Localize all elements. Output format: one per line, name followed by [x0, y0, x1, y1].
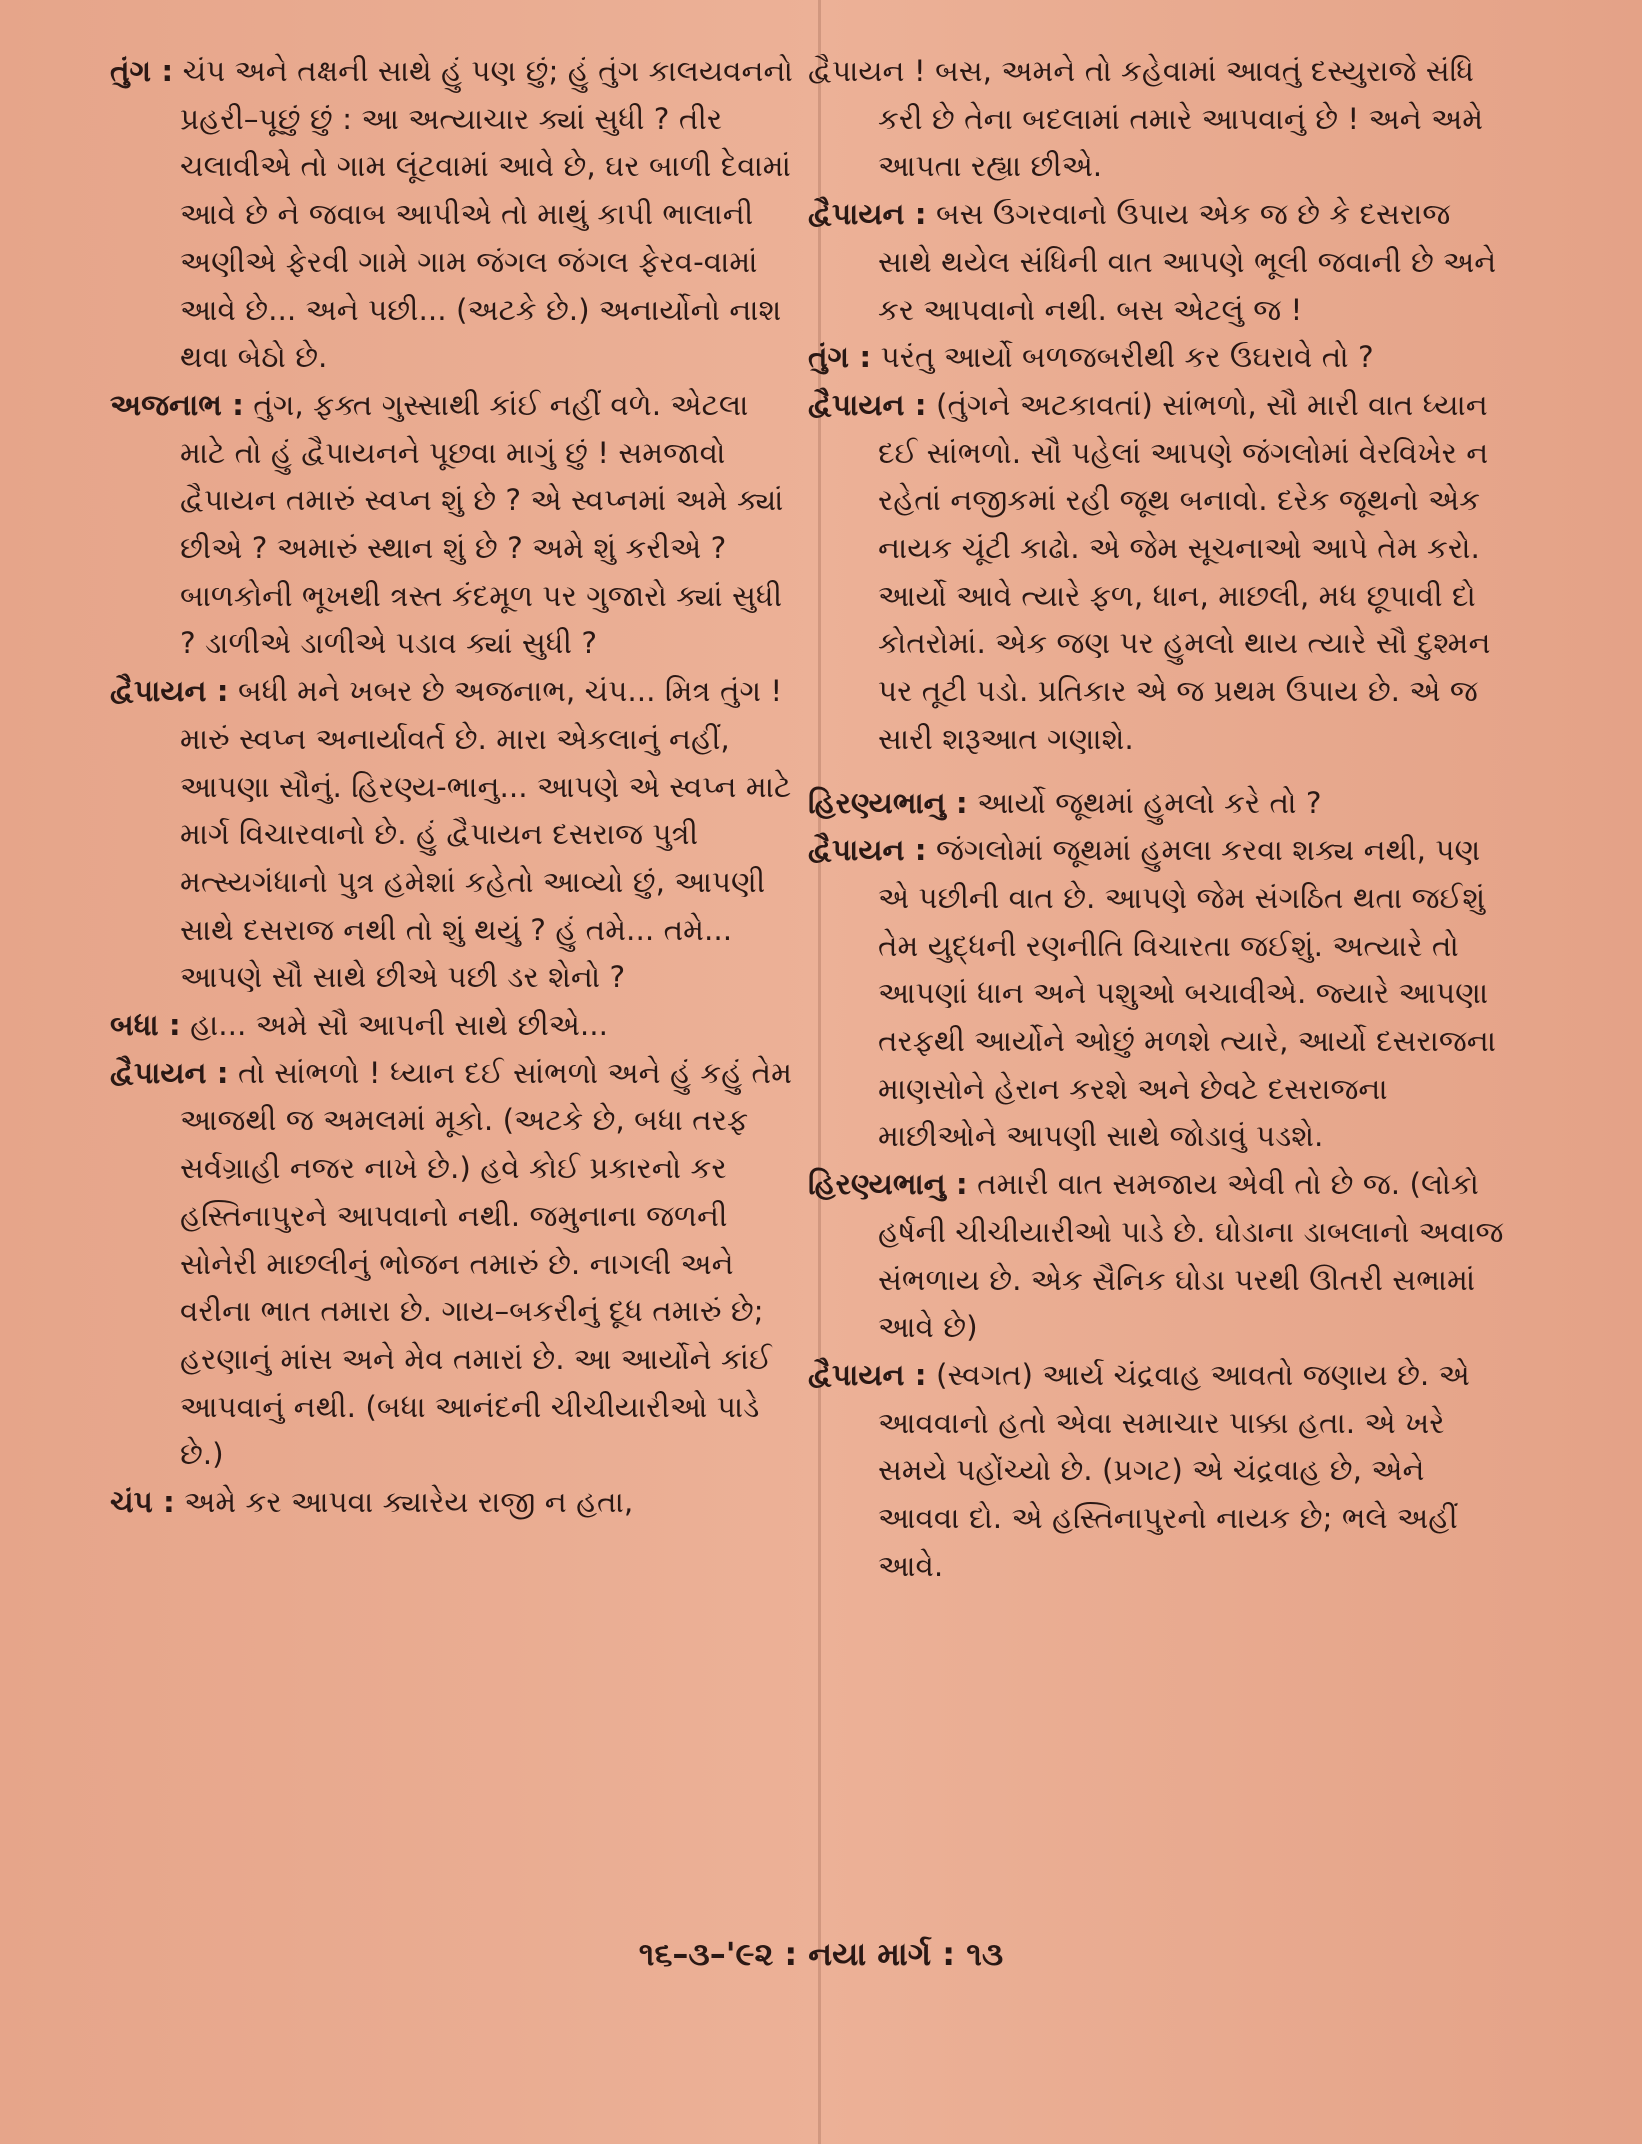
speaker-name: હિરણ્યભાનુ : — [808, 785, 968, 820]
speaker-name: દ્વૈપાયન : — [110, 1055, 229, 1090]
speaker-name: દ્વૈપાયન : — [808, 387, 927, 422]
speaker-name: તુંગ : — [808, 340, 872, 375]
speaker-name: ચંપ : — [110, 1485, 175, 1520]
dialogue-text: બધી મને ખબર છે અજનાભ, ચંપ... મિત્ર તુંગ ! મારું સ્વપ્ન અનાર્યાવર્ત છે. મારા એકલાનું નહીં, આપણા સૌનું. હિરણ્ય-ભાનુ... આપણે એ સ્વપ્ન માટે માર્ગ વિચારવાનો છે. હું દ્વૈપાયન દસરાજ પુત્રી મત્સ્યગંધાનો પુત્ર હમેશાં કહેતો આવ્યો છું, આપણી સાથે દસરાજ નથી તો શું થયું ? હું તમે... તમે... આપણે સૌ સાથે છીએ પછી ડર શેનો ? — [180, 674, 792, 995]
speaker-name: દ્વૈપાયન : — [808, 1357, 927, 1392]
speaker-name: દ્વૈપાયન : — [808, 833, 927, 868]
dialogue-text: બસ ઉગરવાનો ઉપાય એક જ છે કે દસરાજ સાથે થયેલ સંધિની વાત આપણે ભૂલી જવાની છે અને કર આપવાનો નથી. બસ એટલું જ ! — [878, 197, 1497, 327]
dialogue-text: આર્યો જૂથમાં હુમલો કરે તો ? — [977, 785, 1322, 820]
speaker-name: અજનાભ : — [110, 387, 244, 422]
dialogue-entry — [110, 668, 800, 1002]
dialogue-text: અમે કર આપવા ક્યારેય રાજી ન હતા, — [184, 1485, 634, 1520]
dialogue-text: દ્વૈપાયન ! બસ, અમને તો કહેવામાં આવતું દસ્યુરાજે સંધિ કરી છે તેના બદલામાં તમારે આપવાનું છે ! અને અમે આપતા રહ્યા છીએ. — [808, 54, 1484, 184]
right-column — [808, 48, 1508, 1591]
page-footer: ૧૬–૩–'૯૨ : નયા માર્ગ : ૧૩ — [638, 1935, 1004, 1973]
dialogue-text: (તુંગને અટકાવતાં) સાંભળો, સૌ મારી વાત ધ્યાન દઈ સાંભળો. સૌ પહેલાં આપણે જંગલોમાં વેરવિખેર ન રહેતાં નજીકમાં રહી જૂથ બનાવો. દરેક જૂથનો એક નાયક ચૂંટી કાઢો. એ જેમ સૂચનાઓ આપે તેમ કરો. આર્યો આવે ત્યારે ફળ, ધાન, માછલી, મધ છૂપાવી દો કોતરોમાં. એક જણ પર હુમલો થાય ત્યારે સૌ દુશ્મન પર તૂટી પડો. પ્રતિકાર એ જ પ્રથમ ઉપાય છે. એ જ સારી શરૂઆત ગણાશે. — [878, 387, 1491, 756]
dialogue-text: તો સાંભળો ! ધ્યાન દઈ સાંભળો અને હું કહું તેમ આજથી જ અમલમાં મૂકો. (અટકે છે, બધા તરફ સર્વગ્રાહી નજર નાખે છે.) હવે કોઈ પ્રકારનો કર હસ્તિનાપુરને આપવાનો નથી. જમુનાના જળની સોનેરી માછલીનું ભોજન તમારું છે. નાગલી અને વરીના ભાત તમારા છે. ગાય–બકરીનું દૂધ તમારું છે; હરણાનું માંસ અને મેવ તમારાં છે. આ આર્યોને કાંઈ આપવાનું નથી. (બધા આનંદની ચીચીયારીઓ પાડે છે.) — [180, 1055, 792, 1472]
dialogue-entry — [110, 1050, 800, 1479]
speaker-name: તુંગ : — [110, 54, 174, 88]
dialogue-entry — [110, 382, 800, 668]
dialogue-entry — [808, 1161, 1508, 1352]
dialogue-text: હા... અમે સૌ આપની સાથે છીએ... — [190, 1008, 609, 1043]
dialogue-text: તમારી વાત સમજાય એવી તો છે જ. (લોકો હર્ષની ચીચીયારીઓ પાડે છે. ઘોડાના ડાબલાનો અવાજ સંભળાય છે. એક સૈનિક ઘોડા પરથી ઊતરી સભામાં આવે છે) — [878, 1167, 1504, 1345]
speaker-name: બધા : — [110, 1008, 181, 1043]
dialogue-text: તુંગ, ફક્ત ગુસ્સાથી કાંઈ નહીં વળે. એટલા માટે તો હું દ્વૈપાયનને પૂછવા માગું છું ! સમજાવો દ્વૈપાયન તમારું સ્વપ્ન શું છે ? એ સ્વપ્નમાં અમે ક્યાં છીએ ? અમારું સ્થાન શું છે ? અમે શું કરીએ ? બાળકોની ભૂખથી ત્રસ્ત કંદમૂળ પર ગુજારો ક્યાં સુધી ? ડાળીએ ડાળીએ પડાવ ક્યાં સુધી ? — [180, 387, 784, 661]
dialogue-text: (સ્વગત) આર્ય ચંદ્રવાહ આવતો જણાય છે. એ આવવાનો હતો એવા સમાચાર પાક્કા હતા. એ ખરે સમયે પહોંચ્યો છે. (પ્રગટ) એ ચંદ્રવાહ છે, એને આવવા દો. એ હસ્તિનાપુરનો નાયક છે; ભલે અહીં આવે. — [878, 1357, 1470, 1583]
dialogue-entry — [808, 48, 1508, 191]
dialogue-text: ચંપ અને તક્ષની સાથે હું પણ છું; હું તુંગ કાલયવનનો પ્રહરી–પૂછું છું : આ અત્યાચાર ક્યાં સુધી ? તીર ચલાવીએ તો ગામ લૂંટવામાં આવે છે, ઘર બાળી દેવામાં આવે છે ને જવાબ આપીએ તો માથું કાપી ભાલાની અણીએ ફેરવી ગામે ગામ જંગલ જંગલ ફેરવ-વામાં આવે છે... અને પછી... (અટકે છે.) અનાર્યોનો નાશ થવા બેઠો છે. — [180, 54, 793, 375]
speaker-name: દ્વૈપાયન : — [110, 674, 229, 709]
dialogue-entry — [808, 334, 1508, 382]
speaker-name: હિરણ્યભાનુ : — [808, 1167, 968, 1202]
dialogue-entry — [808, 382, 1508, 764]
dialogue-entry — [808, 1352, 1508, 1591]
dialogue-entry — [808, 827, 1508, 1161]
dialogue-entry — [808, 780, 1508, 828]
dialogue-entry — [110, 1002, 800, 1050]
dialogue-text: જંગલોમાં જૂથમાં હુમલા કરવા શક્ય નથી, પણ એ પછીની વાત છે. આપણે જેમ સંગઠિત થતા જઈશું તેમ યુદ્ધની રણનીતિ વિચારતા જઈશું. અત્યારે તો આપણાં ધાન અને પશુઓ બચાવીએ. જ્યારે આપણા તરફથી આર્યોને ઓછું મળશે ત્યારે, આર્યો દસરાજના માણસોને હેરાન કરશે અને છેવટે દસરાજના માછીઓને આપણી સાથે જોડાવું પડશે. — [878, 833, 1496, 1154]
dialogue-entry — [808, 191, 1508, 334]
dialogue-text: પરંતુ આર્યો બળજબરીથી કર ઉઘરાવે તો ? — [880, 340, 1374, 375]
dialogue-entry — [110, 1479, 800, 1527]
speaker-name: દ્વૈપાયન : — [808, 197, 927, 232]
dialogue-entry — [110, 48, 800, 382]
left-column — [110, 48, 800, 1527]
